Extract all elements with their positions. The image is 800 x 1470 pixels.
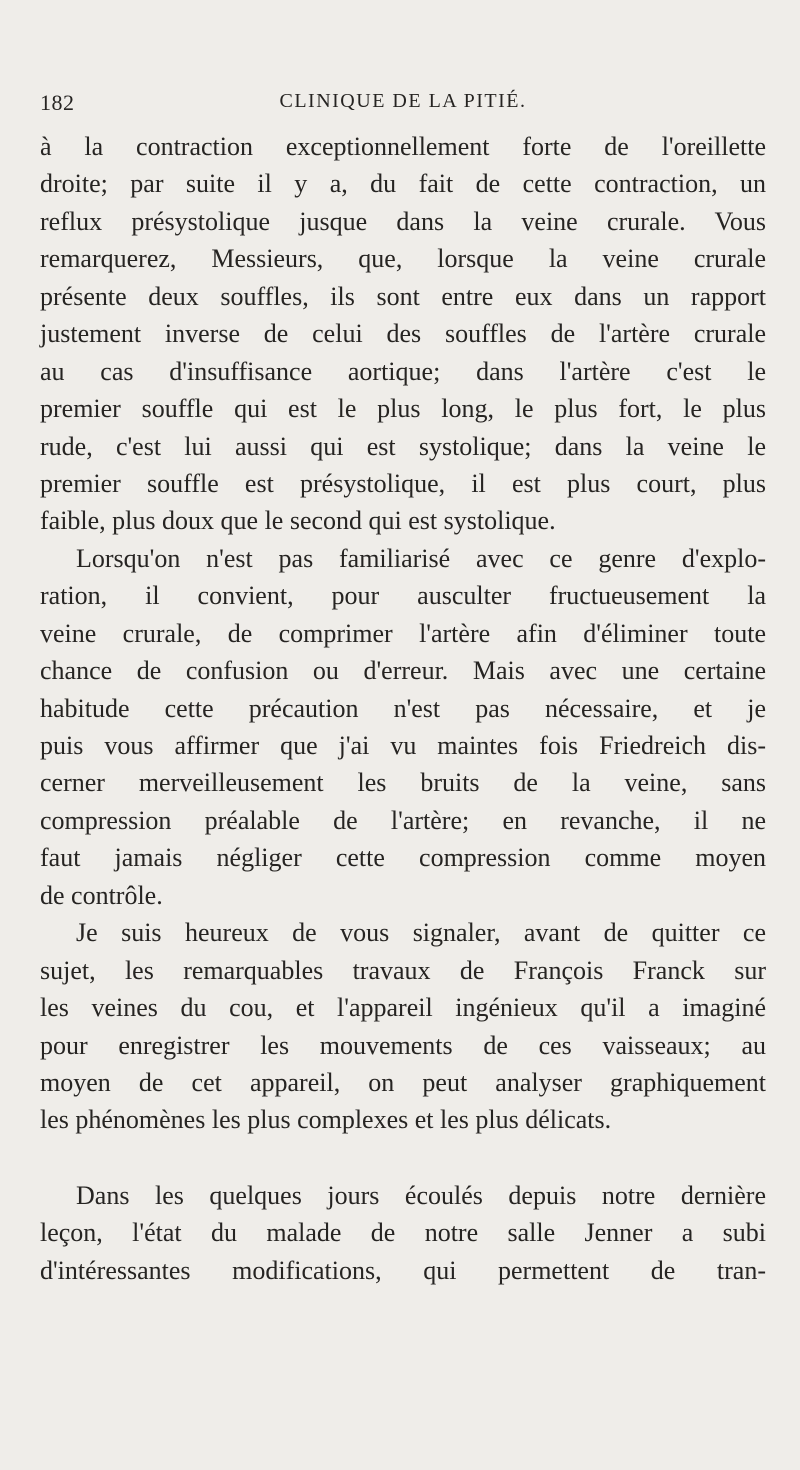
text-line: à la contraction exceptionnellement forte de l'oreillette: [40, 132, 766, 161]
text-line: de contrôle.: [40, 880, 163, 910]
text-line: remarquerez, Messieurs, que, lorsque la veine crurale: [40, 244, 766, 274]
text-line: au cas d'insuffisance aortique; dans l'artère c'est le: [40, 356, 766, 386]
text-line: ration, il convient, pour ausculter fructueusement la: [40, 581, 766, 611]
text-line: habitude cette précaution n'est pas nécessaire, et je: [40, 693, 766, 723]
text-line: puis vous affirmer que j'ai vu maintes fois Friedreich dis-: [40, 731, 766, 760]
text-line: faible, plus doux que le second qui est systolique.: [40, 506, 556, 536]
text-line: présente deux souffles, ils sont entre eux dans un rapport: [40, 281, 766, 311]
text-line: Dans les quelques jours écoulés depuis notre dernière: [76, 1180, 766, 1210]
paragraph: [40, 540, 766, 914]
paragraph: [40, 128, 766, 540]
text-line: reflux présystolique jusque dans la veine crurale. Vous: [40, 206, 766, 236]
text-line: Lorsqu'on n'est pas familiarisé avec ce genre d'explo-: [76, 543, 766, 573]
text-line: moyen de cet appareil, on peut analyser graphiquement: [40, 1067, 766, 1097]
text-line: pour enregistrer les mouvements de ces vaisseaux; au: [40, 1030, 766, 1060]
text-line: premier souffle qui est le plus long, le plus fort, le plus: [40, 394, 766, 424]
text-line: veine crurale, de comprimer l'artère afin d'éliminer toute: [40, 618, 766, 648]
body-text: [40, 128, 766, 1289]
text-line: premier souffle est présystolique, il est plus court, plus: [40, 468, 766, 498]
text-line: les phénomènes les plus complexes et les plus délicats.: [40, 1105, 612, 1135]
text-line: cerner merveilleusement les bruits de la veine, sans: [40, 768, 766, 798]
page-number: 182: [40, 90, 75, 115]
text-line: faut jamais négliger cette compression comme moyen: [40, 843, 766, 873]
running-title: CLINIQUE DE LA PITIÉ.: [279, 90, 527, 112]
page-header: [40, 90, 766, 122]
text-line: d'intéressantes modifications, qui permettent de tran-: [40, 1255, 766, 1285]
text-line: Je suis heureux de vous signaler, avant de quitter ce: [76, 918, 766, 948]
text-line: droite; par suite il y a, du fait de cette contraction, un: [40, 169, 766, 199]
text-line: justement inverse de celui des souffles de l'artère crurale: [40, 319, 766, 349]
paragraph: [40, 914, 766, 1139]
text-line: compression préalable de l'artère; en revanche, il ne: [40, 805, 766, 835]
paragraph: [40, 1177, 766, 1289]
text-line: leçon, l'état du malade de notre salle Jenner a subi: [40, 1218, 766, 1248]
text-line: sujet, les remarquables travaux de François Franck sur: [40, 955, 766, 985]
text-line: rude, c'est lui aussi qui est systolique; dans la veine le: [40, 431, 766, 461]
text-line: chance de confusion ou d'erreur. Mais avec une certaine: [40, 656, 766, 686]
text-line: les veines du cou, et l'appareil ingénieux qu'il a imaginé: [40, 993, 766, 1023]
section-gap: [40, 1139, 766, 1177]
